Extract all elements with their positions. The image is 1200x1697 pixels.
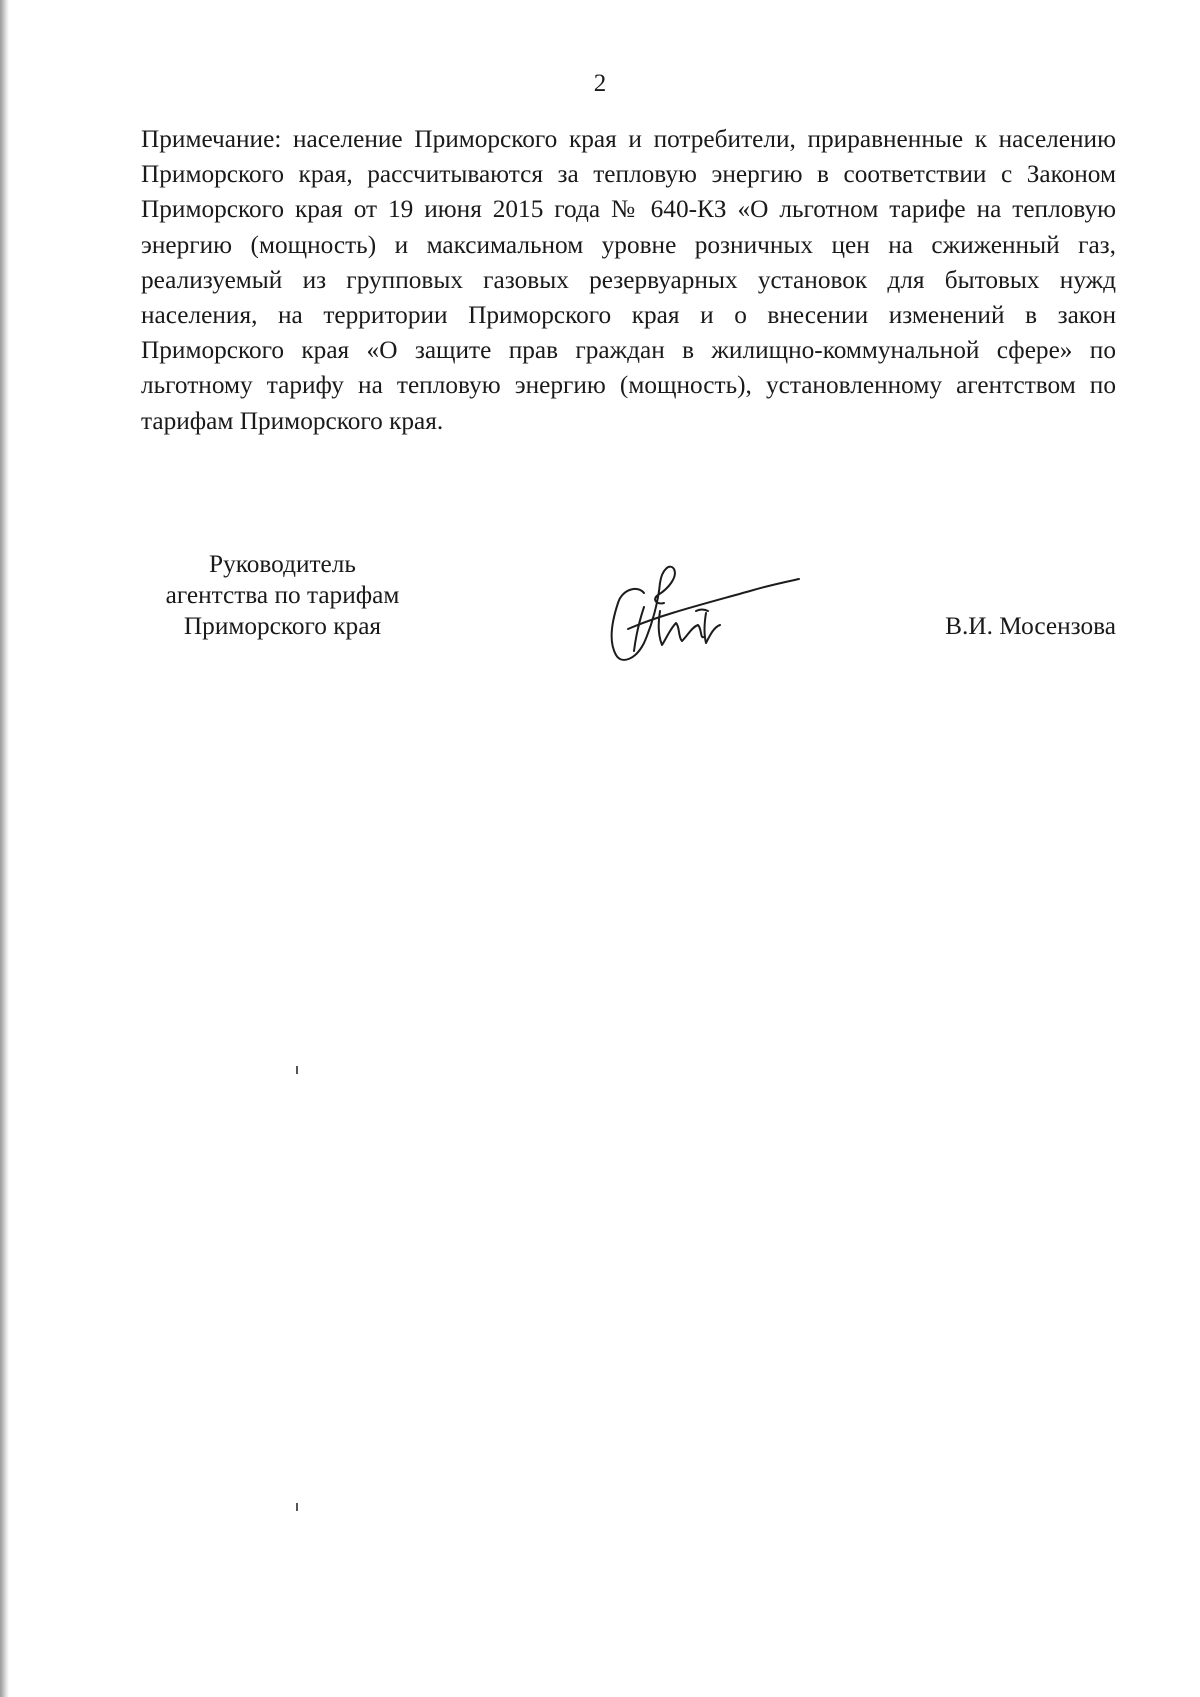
page-number: 2 [593,70,607,97]
scan-speck [296,1066,298,1074]
signatory-position [130,549,435,642]
scan-speck [296,1503,298,1511]
note-paragraph: Примечание: население Приморского края и потребители, приравненные к населению Приморского края, рассчитываются за тепловую энергию в соответствии с Законом Приморского края от 19 июня 2015 года № 640-КЗ «О льготном тарифе на тепловую энергию (мощность) и максимальном уровне розничных цен на сжиженный газ, реализуемый из групповых газовых резервуарных установок для бытовых нужд населения, на территории Приморского края и о внесении изменений в закон Приморского края «О защите прав граждан в жилищно-коммунальной сфере» по льготному тарифу на тепловую энергию (мощность), установленному агентством по тарифам Приморского края. [141,125,1116,435]
signatory-position-line-2: агентства по тарифам [165,581,400,609]
handwritten-signature-icon [600,555,800,680]
signatory-name: В.И. Мосензова [945,612,1116,640]
signatory-position-line-3: Приморского края [183,612,382,640]
scan-edge-shadow [0,0,9,1697]
signatory-position-line-1: Руководитель [209,550,356,578]
